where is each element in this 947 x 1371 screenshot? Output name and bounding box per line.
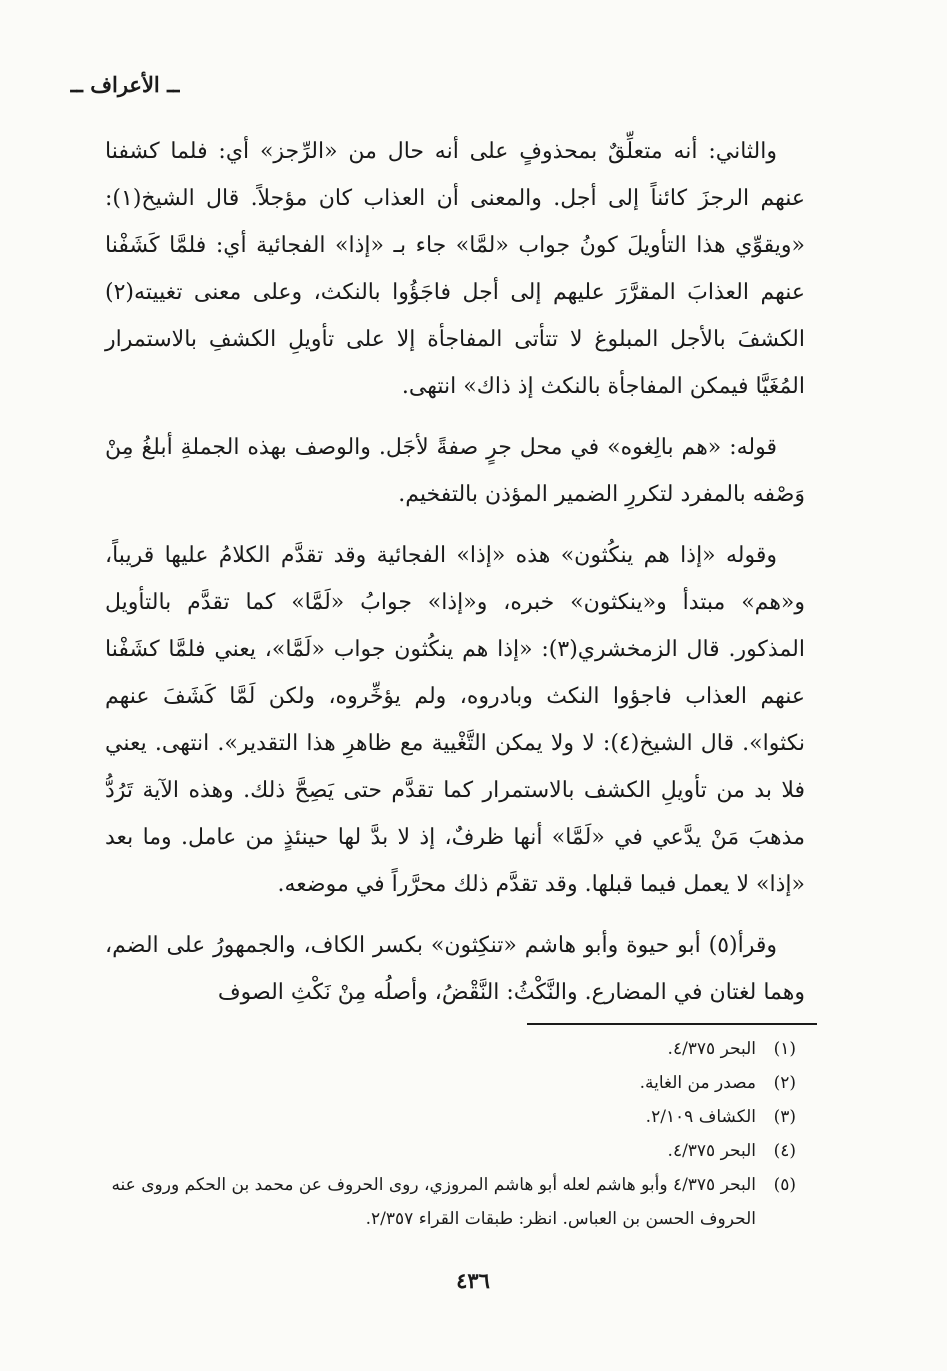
footnote [90, 1032, 796, 1066]
footnote-number: (٥) [773, 1175, 796, 1195]
running-header: ــ الأعراف ــ [70, 72, 180, 97]
paragraph: وقرأ(٥) أبو حيوة وأبو هاشم «تنكِثون» بكسر الكاف، والجمهورُ على الضم، وهما لغتان في المضارع. والنَّكْثُ: النَّقْضُ، وأصلُه مِنْ نَكْثِ الصوف [105, 933, 805, 1005]
main-text [105, 128, 805, 1030]
footnote [90, 1100, 796, 1134]
footnote-text: البحر ٤/٣٧٥. [667, 1039, 756, 1059]
footnote-separator [527, 1023, 817, 1025]
footnote-number: (١) [773, 1039, 796, 1059]
paragraph: والثاني: أنه متعلِّقٌ بمحذوفٍ على أنه حال من «الرِّجز» أي: فلما كشفنا عنهم الرجزَ كائناً إلى أجل. والمعنى أن العذاب كان مؤجلاً. قال الشيخ(١): «ويقوِّي هذا التأويلَ كونُ جواب «لمَّا» جاء بـ «إذا» الفجائية أي: فلمَّا كَشَفْنا عنهم العذابَ المقرَّرَ عليهم إلى أجل فاجَؤُوا بالنكث، وعلى معنى تغييته(٢) الكشفَ بالأجل المبلوغ لا تتأتى المفاجأة إلا على تأويلِ الكشفِ بالاستمرار المُغَيَّا فيمكن المفاجأة بالنكث إذ ذاك» انتهى. [105, 139, 805, 399]
footnote-text: الكشاف ٢/١٠٩. [645, 1107, 756, 1127]
footnote [90, 1168, 796, 1236]
paragraph: قوله: «هم بالِغوه» في محل جرٍ صفةً لأجَل. والوصف بهذه الجملةِ أبلغُ مِنْ وَصْفه بالمفرد لتكررِ الضمير المؤذن بالتفخيم. [105, 435, 805, 507]
footnotes [90, 1032, 796, 1236]
footnote-text: البحر ٤/٣٧٥. [667, 1141, 756, 1161]
footnote [90, 1134, 796, 1168]
footnote-number: (٢) [773, 1073, 796, 1093]
footnote-number: (٣) [773, 1107, 796, 1127]
footnote-number: (٤) [773, 1141, 796, 1161]
paragraph: وقوله «إذا هم ينكُثون» هذه «إذا» الفجائية وقد تقدَّم الكلامُ عليها قريباً، و«هم» مبتدأ و«ينكثون» خبره، و«إذا» جوابُ «لَمَّا» كما تقدَّم بالتأويل المذكور. قال الزمخشري(٣): «إذا هم ينكُثون جواب «لَمَّا»، يعني فلمَّا كشَفْنا عنهم العذاب فاجؤوا النكث وبادروه، ولم يؤخِّروه، ولكن لَمَّا كَشَفَ عنهم نكثوا». قال الشيخ(٤): لا ولا يمكن التَّغْيية مع ظاهرِ هذا التقدير». انتهى. يعني فلا بد من تأويلِ الكشف بالاستمرار كما تقدَّم حتى يَصِحَّ ذلك. وهذه الآية تَرُدُّ مذهبَ مَنْ يدَّعي في «لَمَّا» أنها ظرفٌ، إذ لا بدَّ لها حينئذٍ من عامل. وما بعد «إذا» لا يعمل فيما قبلها. وقد تقدَّم ذلك محرَّراً في موضعه. [105, 543, 805, 897]
footnote-text: البحر ٤/٣٧٥ وأبو هاشم لعله أبو هاشم المروزي، روى الحروف عن محمد بن الحكم وروى عنه الحروف الحسن بن العباس. انظر: طبقات القراء ٢/٣٥٧. [111, 1175, 756, 1229]
footnote-text: مصدر من الغاية. [639, 1073, 756, 1093]
footnote [90, 1066, 796, 1100]
page-number: ٤٣٦ [456, 1268, 490, 1293]
